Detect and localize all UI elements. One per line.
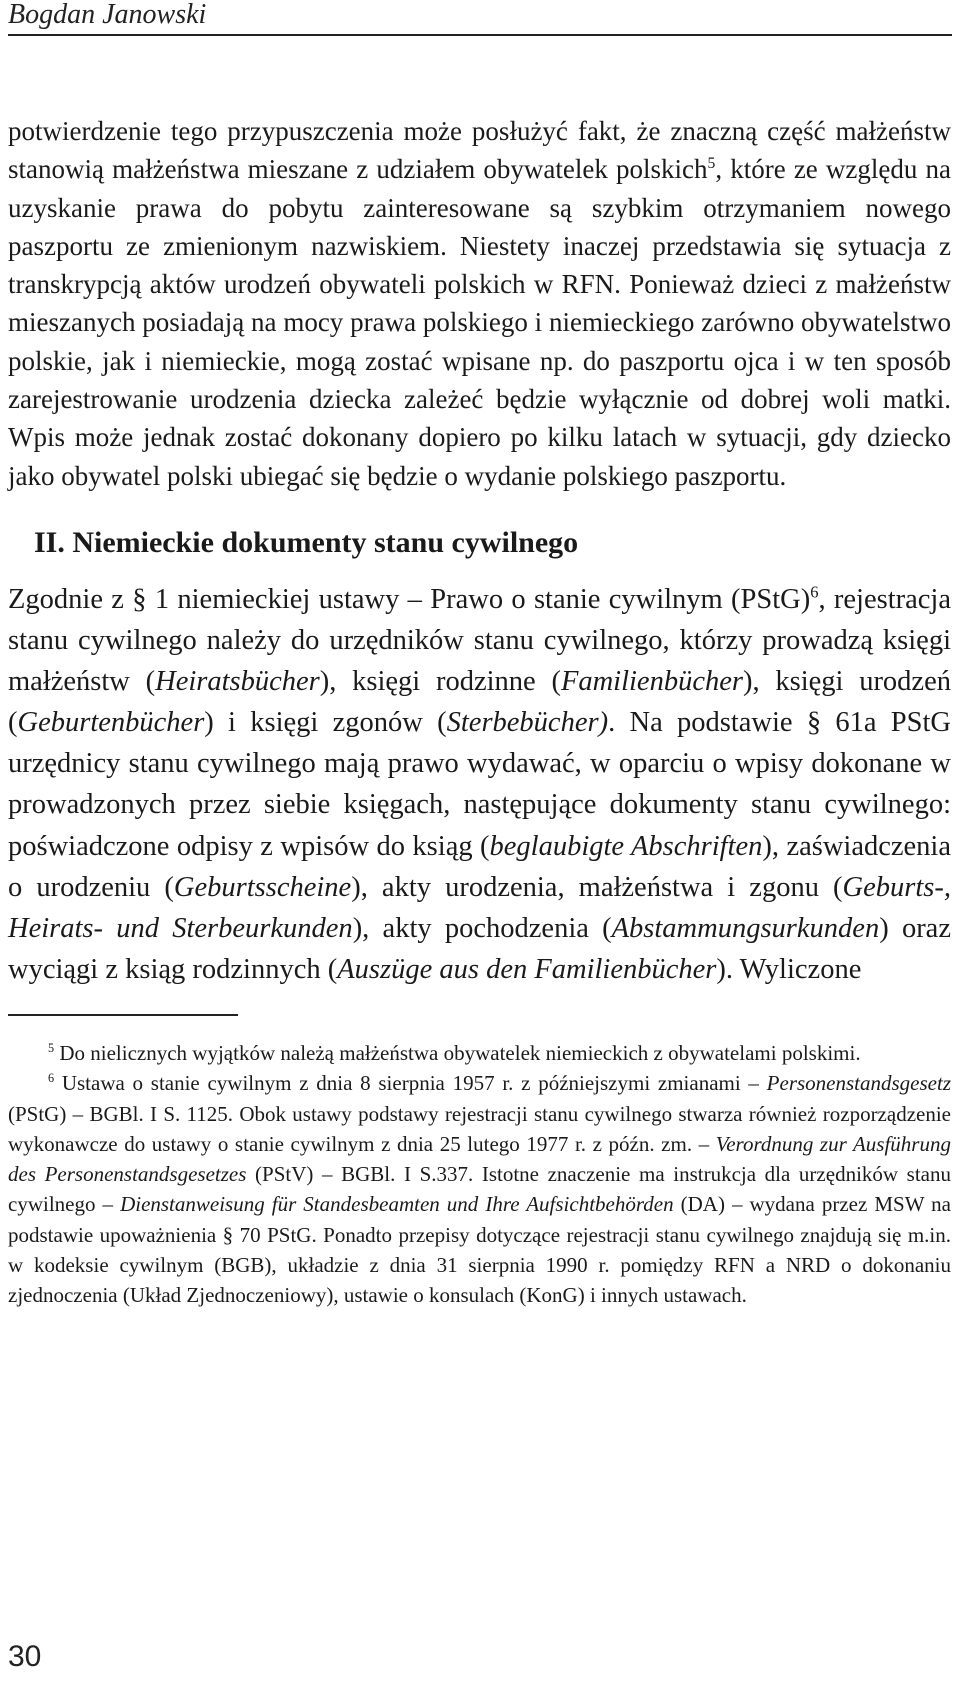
header-author: Bogdan Janowski: [8, 0, 207, 30]
section-text-h: ), akty pochodzenia (: [352, 912, 612, 944]
term-familienbucher: Familienbücher: [560, 666, 743, 698]
footnote-6-text-b: (PStG) – BGBl. I S. 1125. Obok ustawy podstawy rejestracji stanu cywilnego stwarza również rozporządzenie wykonawcze do ustawy o stanie cywilnym z dnia 25 lutego 1977 r. z późn. zm. –: [8, 1101, 951, 1156]
footnotes: [8, 1038, 951, 1311]
footnote-6-text-c: (PStV) – BGBl. I S.337. Istotne znaczenie ma instrukcja dla urzędników stanu cywilnego –: [8, 1162, 951, 1217]
term-beglaubigte-abschriften: beglaubigte Abschriften: [489, 830, 763, 862]
body-paragraph: [8, 112, 951, 495]
section-text-j: ). Wyliczone: [716, 953, 862, 985]
section-heading: II. Niemieckie dokumenty stanu cywilnego: [34, 525, 579, 559]
footnote-6-term-pstg: Personenstandsgesetz: [766, 1071, 951, 1096]
term-auszuge: Auszüge aus den Familienbücher: [337, 953, 717, 985]
footnote-number-5: 5: [48, 1040, 55, 1055]
footnote-ref-6[interactable]: 6: [810, 582, 819, 602]
footnote-5: [8, 1038, 951, 1068]
paragraph-text: potwierdzenie tego przypuszczenia może posłużyć fakt, że znaczną część małżeństw stanowią małżeństwa mieszane z udziałem obywatelek polskich: [8, 116, 951, 185]
section-text-c: ), księgi urodzeń (: [8, 666, 951, 739]
term-urkunden: Geburts-, Heirats- und Sterbeurkunden: [8, 871, 951, 944]
term-abstammungsurkunden: Abstammungsurkunden: [611, 912, 880, 944]
page-number: 30: [8, 1640, 42, 1673]
paragraph-text-continued: , które ze względu na uzyskanie prawa do pobytu zainteresowane są szybkim otrzymaniem nowego paszportu ze zmienionym nazwiskiem. Niestety inaczej przedstawia się sytuacja z transkrypcją aktów urodzeń obywateli polskich w RFN. Ponieważ dzieci z małżeństw mieszanych posiadają na mocy prawa polskiego i niemieckiego zarówno obywatelstwo polskie, jak i niemieckie, mogą zostać wpisane np. do paszportu ojca i w ten sposób zarejestrowanie urodzenia dziecka zależeć będzie wyłącznie od dobrej woli matki. Wpis może jednak zostać dokonany dopiero po kilku latach w sytuacji, gdy dziecko jako obywatel polski ubiegać się będzie o wydanie polskiego paszportu.: [8, 154, 951, 491]
footnote-number-6: 6: [48, 1071, 55, 1086]
section-text-a: , rejestracja stanu cywilnego należy do urzędników stanu cywilnego, którzy prowadzą księgi małżeństw (: [8, 583, 951, 698]
term-sterbebucher: Sterbebücher): [446, 707, 609, 739]
section-paragraph: [8, 579, 951, 990]
term-heiratsbucher: Heiratsbücher: [155, 666, 320, 698]
footnote-6: [8, 1068, 951, 1310]
term-geburtsscheine: Geburtsscheine: [173, 871, 352, 903]
section-text-d: ) i księgi zgonów (: [204, 707, 447, 739]
section-text-e: . Na podstawie § 61a PStG urzędnicy stanu cywilnego mają prawo wydawać, w oparciu o wpisy dokonane w prowadzonych przez siebie księgach, następujące dokumenty stanu cywilnego: poświadczone odpisy z wpisów do ksiąg (: [8, 707, 951, 862]
section-text-i: ) oraz wyciągi z ksiąg rodzinnych (: [8, 912, 951, 985]
footnote-6-text-d: (DA) – wydana przez MSW na podstawie upoważnienia § 70 PStG. Ponadto przepisy dotyczące rejestracji stanu cywilnego znajdują się m.in. w kodeksie cywilnym (BGB), układzie z dnia 31 sierpnia 1990 r. pomiędzy RFN a NRD o dokonaniu zjednoczenia (Układ Zjednoczeniowy), ustawie o konsulach (KonG) i innych ustawach.: [8, 1192, 951, 1308]
section-text-start: Zgodnie z § 1 niemieckiej ustawy – Prawo o stanie cywilnym (PStG): [8, 583, 811, 615]
page-content: [8, 112, 951, 1311]
term-geburtenbucher: Geburtenbücher: [17, 707, 205, 739]
footnote-divider: [8, 1014, 238, 1016]
footnote-6-term-da: Dienstanweisung für Standesbeamten und Ihre Aufsichtbehörden: [120, 1192, 674, 1217]
section-text-g: ), akty urodzenia, małżeństwa i zgonu (: [351, 871, 843, 903]
footnote-ref-5[interactable]: 5: [707, 155, 716, 173]
running-header: [8, 0, 952, 36]
footnote-6-text-a: Ustawa o stanie cywilnym z dnia 8 sierpnia 1957 r. z późniejszymi zmianami –: [54, 1071, 767, 1096]
section-text-b: ), księgi rodzinne (: [319, 666, 561, 698]
section-text-f: ), zaświadczenia o urodzeniu (: [8, 830, 951, 903]
footnote-6-term-pstv: Verordnung zur Ausführung des Personenstandsgesetzes: [8, 1131, 951, 1187]
footnote-5-text: Do nielicznych wyjątków należą małżeństwa obywatelek niemieckich z obywatelami polskimi.: [54, 1040, 861, 1065]
